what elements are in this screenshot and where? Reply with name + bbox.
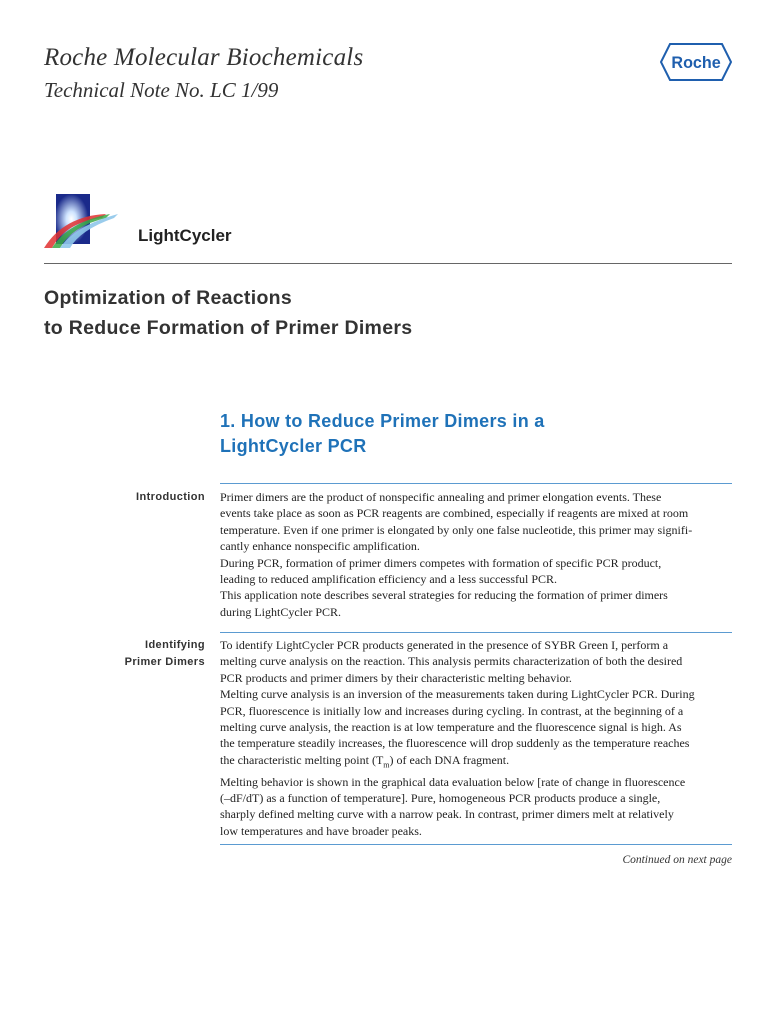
text-line: This application note describes several strategies for reducing the formation of primer dimers (220, 588, 668, 603)
identifying-label-line2: Primer Dimers (124, 656, 205, 668)
divider (220, 632, 732, 633)
roche-logo (660, 42, 732, 82)
document-title-line1: Optimization of Reactions (44, 287, 293, 309)
text-line: low temperatures and have broader peaks. (220, 823, 422, 838)
text-line: sharply defined melting curve with a narrow peak. In contrast, primer dimers melt at relatively (220, 807, 674, 822)
introduction-label: Introduction (136, 491, 205, 503)
text-line: PCR products and primer dimers by their characteristic melting behavior. (220, 670, 572, 685)
text-line: Primer dimers are the product of nonspecific annealing and primer elongation events. These (220, 490, 662, 504)
text-line: (–dF/dT) as a function of temperature]. Pure, homogeneous PCR products produce a single, (220, 791, 661, 806)
text-line: temperature. Even if one primer is elongated by only one false nucleotide, this primer may signifi- (220, 522, 693, 537)
text-line: PCR, fluorescence is initially low and increases during cycling. In contrast, at the beginning of a (220, 703, 684, 718)
text-line-tm (220, 752, 732, 774)
lightcycler-logo (44, 194, 124, 248)
text-line: melting curve analysis on the reaction. This analysis permits characterization of both the desired (220, 654, 683, 669)
divider (220, 483, 732, 484)
section-heading-line2: LightCycler PCR (220, 436, 367, 456)
text-line: melting curve analysis, the reaction is at low temperature and the fluorescence signal is high. As (220, 720, 682, 735)
introduction-text (220, 489, 732, 620)
company-name: Roche Molecular Biochemicals (44, 44, 364, 71)
technical-note-number: Technical Note No. LC 1/99 (44, 78, 279, 102)
text-line: the temperature steadily increases, the fluorescence will drop suddenly as the temperature reaches (220, 736, 690, 751)
text-line: Melting curve analysis is an inversion of the measurements taken during LightCycler PCR. During (220, 687, 695, 702)
text-line: To identify LightCycler PCR products generated in the presence of SYBR Green I, perform a (220, 638, 669, 652)
identifying-label-line1: Identifying (144, 639, 205, 651)
tm-post: ) of each DNA fragment. (389, 752, 510, 767)
text-line: during LightCycler PCR. (220, 604, 341, 619)
section-heading-line1: 1. How to Reduce Primer Dimers in a (220, 411, 545, 431)
text-line: During PCR, formation of primer dimers competes with formation of specific PCR product, (220, 555, 662, 570)
document-title-line2: to Reduce Formation of Primer Dimers (44, 317, 413, 339)
divider (44, 263, 732, 264)
tm-subscript: m (383, 760, 390, 770)
text-line: leading to reduced amplification efficiency and a less successful PCR. (220, 572, 558, 587)
continued-note: Continued on next page (622, 854, 732, 866)
identifying-text (220, 637, 732, 839)
svg-text:Roche: Roche (671, 52, 721, 73)
tm-pre: the characteristic melting point (T (220, 752, 384, 767)
text-line: Melting behavior is shown in the graphical data evaluation below [rate of change in fluorescence (220, 774, 686, 789)
product-label: LightCycler (138, 226, 232, 245)
text-line: events take place as soon as PCR reagents are combined, especially if reagents are mixed at room (220, 506, 689, 521)
text-line: cantly enhance nonspecific amplification. (220, 539, 420, 554)
divider (220, 844, 732, 845)
